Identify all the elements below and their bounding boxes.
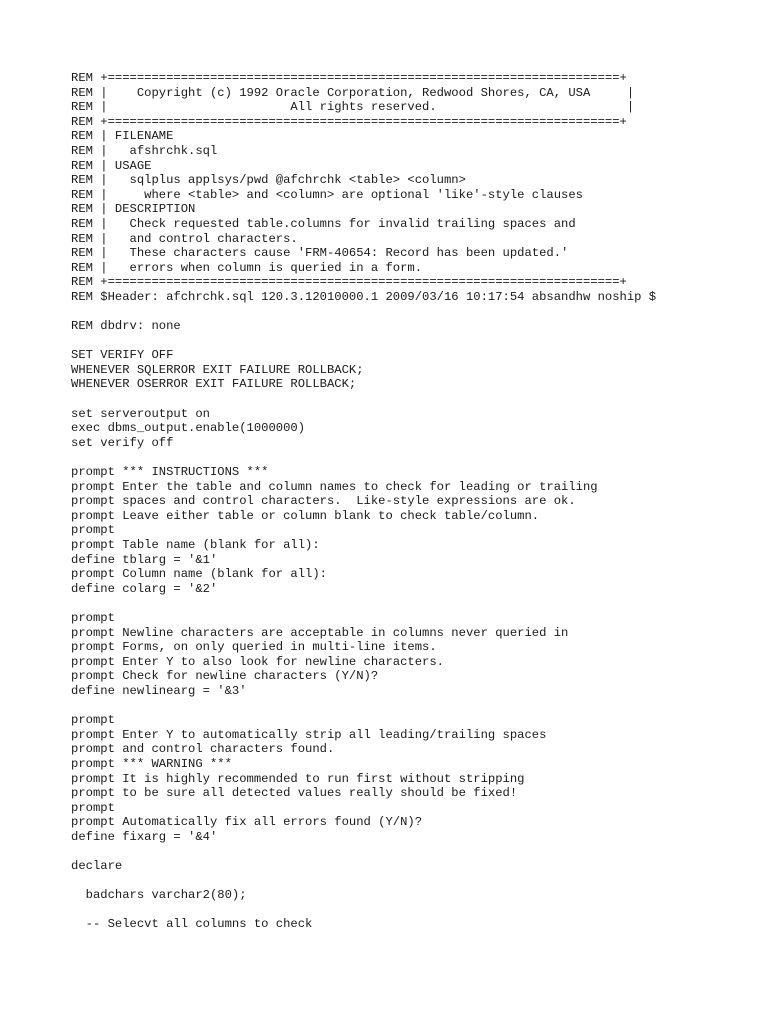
comment-line: REM | sqlplus applsys/pwd @afchrchk <table> <column>	[71, 173, 466, 188]
prompt-line: prompt *** WARNING ***	[71, 756, 232, 771]
blank-line	[71, 392, 751, 407]
comment-line: REM | where <table> and <column> are optional 'like'-style clauses	[71, 187, 583, 202]
prompt-line: prompt Enter Y to also look for newline characters.	[71, 654, 444, 669]
prompt-line: prompt Enter the table and column names to check for leading or trailing	[71, 479, 598, 494]
comment-line: REM | All rights reserved. |	[71, 100, 635, 115]
sql-script-listing	[71, 71, 751, 932]
statement-line: set verify off	[71, 435, 174, 450]
prompt-line: prompt Leave either table or column blank to check table/column.	[71, 508, 540, 523]
prompt-line: prompt Newline characters are acceptable in columns never queried in	[71, 625, 569, 640]
comment-line: REM +======================================================================+	[71, 275, 627, 290]
comment-line: REM $Header: afchrchk.sql 120.3.12010000.1 2009/03/16 10:17:54 absandhw noship $	[71, 289, 657, 304]
comment-line: REM | These characters cause 'FRM-40654: Record has been updated.'	[71, 246, 569, 261]
blank-line	[71, 903, 751, 918]
prompt-line: prompt to be sure all detected values really should be fixed!	[71, 786, 518, 801]
prompt-line: prompt It is highly recommended to run first without stripping	[71, 771, 525, 786]
prompt-line: prompt	[71, 713, 115, 728]
prompt-line: prompt *** INSTRUCTIONS ***	[71, 465, 269, 480]
blank-line	[71, 699, 751, 714]
comment-line: REM | afshrchk.sql	[71, 143, 218, 158]
comment-line: REM | and control characters.	[71, 231, 298, 246]
statement-line: WHENEVER SQLERROR EXIT FAILURE ROLLBACK;	[71, 362, 364, 377]
comment-line: REM | DESCRIPTION	[71, 202, 196, 217]
define-line: define newlinearg = '&3'	[71, 683, 247, 698]
prompt-line: prompt spaces and control characters. Like-style expressions are ok.	[71, 494, 576, 509]
blank-line	[71, 305, 751, 320]
prompt-line: prompt Forms, on only queried in multi-line items.	[71, 640, 437, 655]
blank-line	[71, 450, 751, 465]
comment-line: REM | Check requested table.columns for invalid trailing spaces and	[71, 216, 576, 231]
comment-line: REM +======================================================================+	[71, 114, 627, 129]
comment-line: REM dbdrv: none	[71, 319, 181, 334]
statement-line: SET VERIFY OFF	[71, 348, 174, 363]
blank-line	[71, 596, 751, 611]
comment-line: REM +======================================================================+	[71, 71, 627, 85]
prompt-line: prompt	[71, 610, 115, 625]
statement-line: declare	[71, 859, 123, 874]
statement-line: badchars varchar2(80);	[71, 888, 247, 903]
prompt-line: prompt Table name (blank for all):	[71, 538, 320, 552]
comment-line: REM | Copyright (c) 1992 Oracle Corporation, Redwood Shores, CA, USA |	[71, 85, 635, 100]
prompt-line: prompt Check for newline characters (Y/N)?	[71, 669, 379, 684]
prompt-line: prompt	[71, 523, 115, 538]
define-line: define fixarg = '&4'	[71, 829, 218, 844]
blank-line	[71, 874, 751, 889]
comment-line: REM | FILENAME	[71, 129, 174, 144]
prompt-line: prompt and control characters found.	[71, 742, 335, 757]
blank-line	[71, 844, 751, 859]
statement-line: set serveroutput on	[71, 406, 210, 421]
prompt-line: prompt Automatically fix all errors found (Y/N)?	[71, 815, 423, 830]
blank-line	[71, 334, 751, 349]
statement-line: exec dbms_output.enable(1000000)	[71, 421, 306, 436]
define-line: define tblarg = '&1'	[71, 552, 218, 567]
statement-line: WHENEVER OSERROR EXIT FAILURE ROLLBACK;	[71, 377, 357, 392]
prompt-line: prompt Column name (blank for all):	[71, 567, 327, 582]
statement-line: -- Selecvt all columns to check	[71, 917, 313, 932]
comment-line: REM | USAGE	[71, 158, 152, 173]
prompt-line: prompt Enter Y to automatically strip all leading/trailing spaces	[71, 727, 547, 742]
comment-line: REM | errors when column is queried in a form.	[71, 260, 423, 275]
define-line: define colarg = '&2'	[71, 581, 218, 596]
prompt-line: prompt	[71, 800, 115, 815]
